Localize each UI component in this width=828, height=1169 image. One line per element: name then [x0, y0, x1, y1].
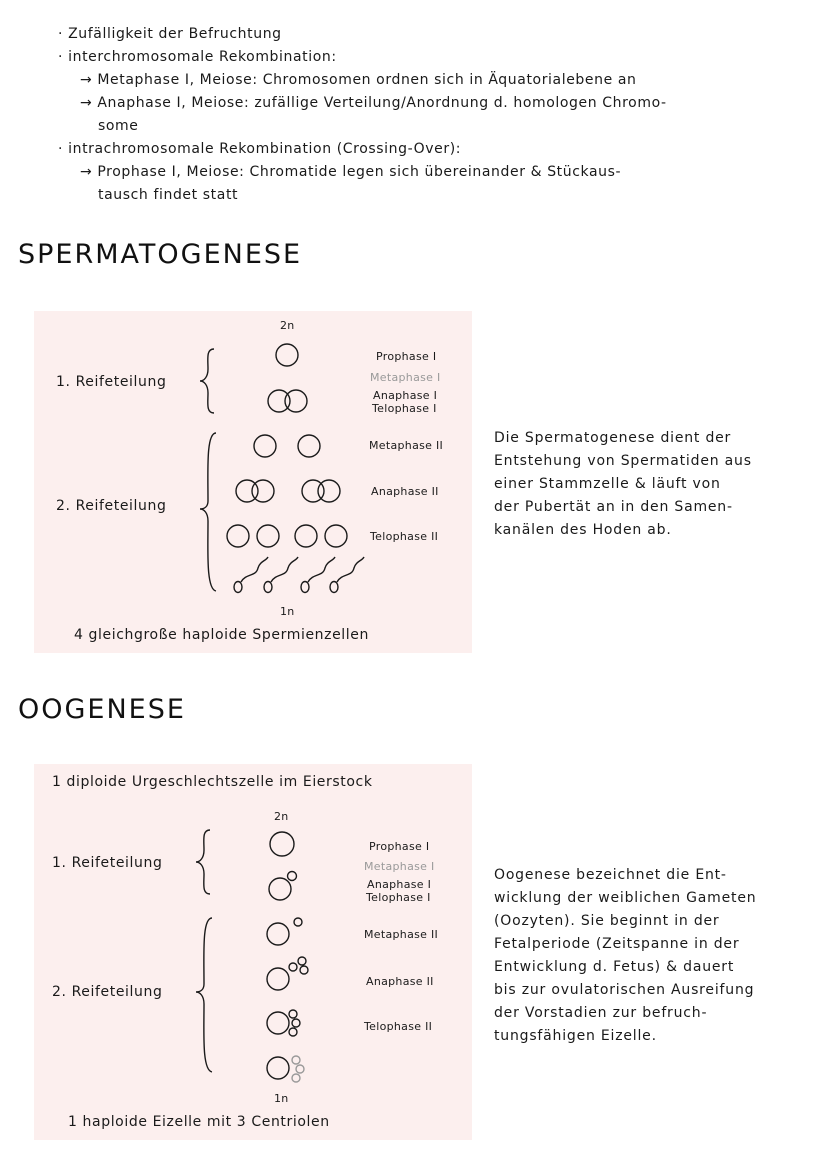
cell-metaphase-2-a — [254, 435, 276, 457]
brace-division-2 — [200, 433, 216, 591]
brace-division-2 — [196, 918, 212, 1072]
phase-telophase-1: Telophase I — [366, 891, 431, 904]
egg-anaphase-1 — [269, 872, 297, 901]
sperm-cell-4 — [330, 557, 364, 593]
ploidy-1n: 1n — [274, 1092, 289, 1105]
note-line-5: some — [98, 118, 139, 134]
description-line: (Oozyten). Sie beginnt in der — [494, 913, 720, 929]
cell-prophase-1 — [276, 344, 298, 366]
spermatogenese-caption: 4 gleichgroße haploide Spermienzellen — [74, 627, 369, 643]
sperm-cell-1 — [234, 557, 268, 593]
phase-metaphase-1: Metaphase I — [364, 860, 435, 873]
polar-bodies-final — [292, 1056, 304, 1082]
egg-telophase-2 — [267, 1010, 300, 1036]
phase-anaphase-1: Anaphase I — [367, 878, 432, 891]
description-line: der Vorstadien zur befruch- — [494, 1005, 708, 1021]
phase-telophase-2: Telophase II — [370, 530, 439, 543]
egg-metaphase-2 — [267, 918, 302, 945]
description-line: Die Spermatogenese dient der — [494, 430, 732, 446]
cell-anaphase-1-a — [268, 390, 290, 412]
spermatogenese-diagram-panel — [34, 311, 472, 653]
description-line: Oogenese bezeichnet die Ent- — [494, 867, 727, 883]
phase-anaphase-2: Anaphase II — [366, 975, 434, 988]
division-2-label: 2. Reifeteilung — [52, 984, 163, 1000]
division-1-label: 1. Reifeteilung — [56, 374, 167, 390]
oogenese-drawing — [34, 764, 472, 1140]
spermatogenese-drawing — [34, 311, 472, 653]
cell-telophase-2-d — [325, 525, 347, 547]
description-line: Entstehung von Spermatiden aus — [494, 453, 752, 469]
phase-telophase-2: Telophase II — [364, 1020, 433, 1033]
description-line: kanälen des Hoden ab. — [494, 522, 672, 538]
ploidy-1n: 1n — [280, 605, 295, 618]
note-line-2: · interchromosomale Rekombination: — [58, 49, 337, 65]
cell-telophase-2-b — [257, 525, 279, 547]
ploidy-2n: 2n — [274, 810, 289, 823]
description-line: wicklung der weiblichen Gameten — [494, 890, 757, 906]
spermatogenese-title: SPERMATOGENESE — [18, 239, 303, 270]
egg-anaphase-2 — [267, 957, 308, 990]
brace-division-1 — [200, 349, 214, 413]
brace-division-1 — [196, 830, 210, 894]
spermatogenese-description — [494, 427, 752, 542]
phase-anaphase-2: Anaphase II — [371, 485, 439, 498]
egg-final — [267, 1057, 289, 1079]
cell-telophase-2-a — [227, 525, 249, 547]
cell-metaphase-2-b — [298, 435, 320, 457]
sperm-cell-2 — [264, 557, 298, 593]
phase-metaphase-2: Metaphase II — [369, 439, 444, 452]
phase-anaphase-1: Anaphase I — [373, 389, 438, 402]
note-line-7: → Prophase I, Meiose: Chromatide legen sich übereinander & Stückaus- — [80, 164, 622, 180]
phase-metaphase-1: Metaphase I — [370, 371, 441, 384]
phase-prophase-1: Prophase I — [376, 350, 437, 363]
division-2-label: 2. Reifeteilung — [56, 498, 167, 514]
note-line-8: tausch findet statt — [98, 187, 239, 203]
note-line-4: → Anaphase I, Meiose: zufällige Verteilung/Anordnung d. homologen Chromo- — [80, 95, 667, 111]
description-line: der Pubertät an in den Samen- — [494, 499, 733, 515]
phase-prophase-1: Prophase I — [369, 840, 430, 853]
cell-anaphase-2-b — [252, 480, 274, 502]
note-line-1: · Zufälligkeit der Befruchtung — [58, 26, 282, 42]
phase-telophase-1: Telophase I — [372, 402, 437, 415]
description-line: tungsfähigen Eizelle. — [494, 1028, 657, 1044]
cell-anaphase-2-d — [318, 480, 340, 502]
division-1-label: 1. Reifeteilung — [52, 855, 163, 871]
description-line: Entwicklung d. Fetus) & dauert — [494, 959, 735, 975]
oogenese-diagram-panel — [34, 764, 472, 1140]
cell-anaphase-1-b — [285, 390, 307, 412]
description-line: Fetalperiode (Zeitspanne in der — [494, 936, 740, 952]
oogenese-caption: 1 haploide Eizelle mit 3 Centriolen — [68, 1114, 330, 1130]
description-line: einer Stammzelle & läuft von — [494, 476, 721, 492]
oogenese-title: OOGENESE — [18, 694, 186, 725]
oogenese-intro: 1 diploide Urgeschlechtszelle im Eierstock — [52, 774, 373, 790]
phase-metaphase-2: Metaphase II — [364, 928, 439, 941]
note-line-3: → Metaphase I, Meiose: Chromosomen ordnen sich in Äquatorialebene an — [80, 72, 637, 88]
egg-prophase-1 — [270, 832, 294, 856]
description-line: bis zur ovulatorischen Ausreifung — [494, 982, 755, 998]
note-line-6: · intrachromosomale Rekombination (Crossing-Over): — [58, 141, 462, 157]
ploidy-2n: 2n — [280, 319, 295, 332]
oogenese-description — [494, 864, 756, 1048]
cell-telophase-2-c — [295, 525, 317, 547]
